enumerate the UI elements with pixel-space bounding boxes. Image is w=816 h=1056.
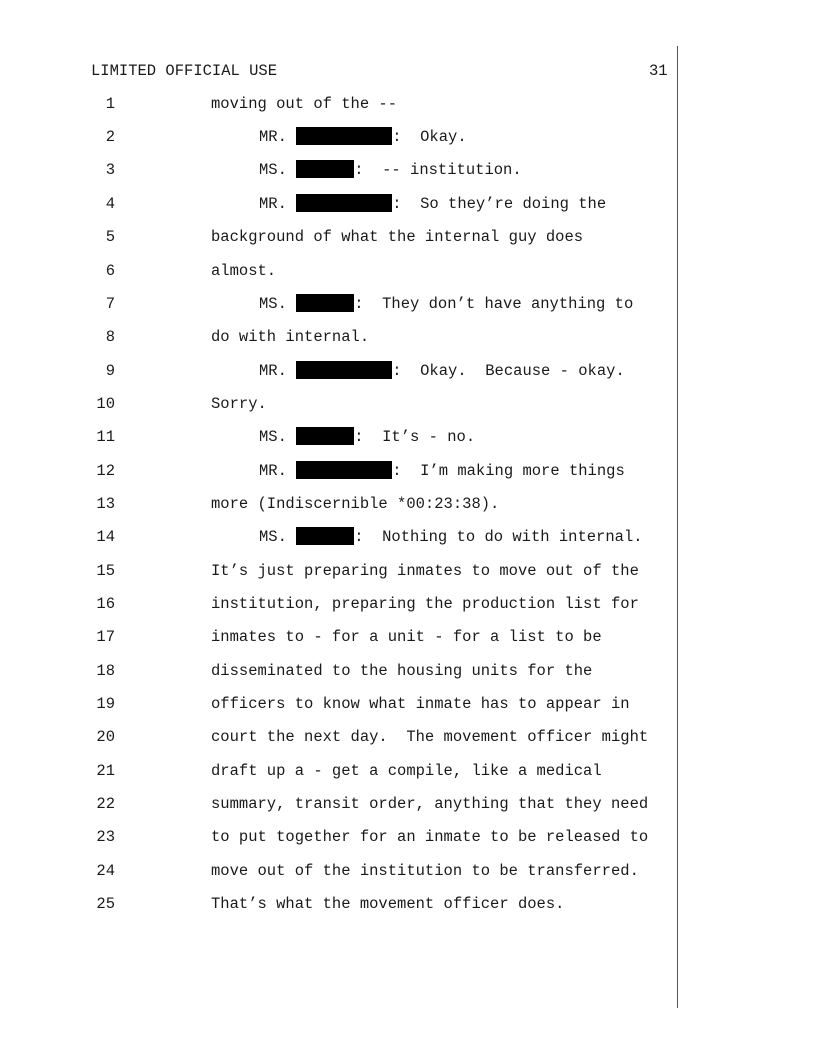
transcript-line: [0, 261, 816, 281]
line-text: : They don’t have anything to: [354, 295, 634, 313]
transcript-line: [0, 794, 816, 814]
transcript-line: [0, 427, 816, 447]
line-text: inmates to - for a unit - for a list to be: [211, 628, 602, 646]
speaker-line: [259, 194, 606, 214]
redaction-block: [296, 461, 392, 479]
line-number: 9: [105, 362, 115, 380]
transcript-line: [0, 727, 816, 747]
transcript-line: [0, 894, 816, 914]
transcript-line: [0, 527, 816, 547]
transcript-line: [0, 294, 816, 314]
speaker-title: MR.: [259, 195, 287, 213]
line-text: draft up a - get a compile, like a medical: [211, 762, 602, 780]
line-text: officers to know what inmate has to appear in: [211, 695, 630, 713]
transcript-line: [0, 661, 816, 681]
line-text: It’s just preparing inmates to move out of the: [211, 562, 639, 580]
page-number: 31: [649, 62, 668, 80]
classification-header: LIMITED OFFICIAL USE: [91, 62, 278, 80]
line-number: 15: [96, 562, 115, 580]
transcript-line: [0, 827, 816, 847]
transcript-line: [0, 394, 816, 414]
redaction-block: [296, 427, 354, 445]
line-text: almost.: [211, 262, 277, 280]
redaction-block: [296, 194, 392, 212]
transcript-line: [0, 461, 816, 481]
line-number: 19: [96, 695, 115, 713]
line-number: 6: [105, 262, 115, 280]
line-number: 13: [96, 495, 115, 513]
speaker-line: [259, 361, 625, 381]
speaker-line: [259, 427, 475, 447]
line-number: 5: [105, 228, 115, 246]
line-number: 1: [105, 95, 115, 113]
line-text: : Nothing to do with internal.: [354, 528, 643, 546]
line-number: 11: [96, 428, 115, 446]
speaker-line: [259, 294, 633, 314]
line-number: 4: [105, 195, 115, 213]
transcript-line: [0, 194, 816, 214]
speaker-line: [259, 527, 643, 547]
line-text: disseminated to the housing units for the: [211, 662, 593, 680]
line-number: 10: [96, 395, 115, 413]
transcript-line: [0, 627, 816, 647]
line-number: 24: [96, 862, 115, 880]
speaker-title: MR.: [259, 128, 287, 146]
redaction-block: [296, 361, 392, 379]
transcript-line: [0, 327, 816, 347]
transcript-line: [0, 494, 816, 514]
line-number: 14: [96, 528, 115, 546]
line-text: summary, transit order, anything that they need: [211, 795, 649, 813]
redaction-block: [296, 294, 354, 312]
line-number: 7: [105, 295, 115, 313]
line-text: moving out of the --: [211, 95, 398, 113]
transcript-line: [0, 94, 816, 114]
line-number: 3: [105, 161, 115, 179]
redaction-block: [296, 160, 354, 178]
line-number: 12: [96, 462, 115, 480]
transcript-line: [0, 361, 816, 381]
line-text: more (Indiscernible *00:23:38).: [211, 495, 500, 513]
transcript-line: [0, 227, 816, 247]
redaction-block: [296, 127, 392, 145]
speaker-line: [259, 127, 467, 147]
line-text: do with internal.: [211, 328, 370, 346]
line-number: 2: [105, 128, 115, 146]
transcript-line: [0, 127, 816, 147]
speaker-title: MS.: [259, 428, 287, 446]
speaker-title: MS.: [259, 295, 287, 313]
line-number: 21: [96, 762, 115, 780]
line-text: : It’s - no.: [354, 428, 476, 446]
transcript-line: [0, 694, 816, 714]
speaker-title: MS.: [259, 528, 287, 546]
line-number: 18: [96, 662, 115, 680]
line-text: : I’m making more things: [392, 462, 625, 480]
line-number: 25: [96, 895, 115, 913]
line-text: That’s what the movement officer does.: [211, 895, 565, 913]
transcript-line: [0, 861, 816, 881]
line-text: institution, preparing the production list for: [211, 595, 639, 613]
line-text: : Okay.: [392, 128, 467, 146]
transcript-line: [0, 561, 816, 581]
speaker-line: [259, 461, 625, 481]
line-text: court the next day. The movement officer might: [211, 728, 649, 746]
line-number: 23: [96, 828, 115, 846]
line-text: Sorry.: [211, 395, 267, 413]
line-number: 8: [105, 328, 115, 346]
transcript-line: [0, 594, 816, 614]
line-text: background of what the internal guy does: [211, 228, 584, 246]
redaction-block: [296, 527, 354, 545]
line-text: : Okay. Because - okay.: [392, 362, 625, 380]
line-number: 16: [96, 595, 115, 613]
line-number: 17: [96, 628, 115, 646]
line-number: 20: [96, 728, 115, 746]
speaker-title: MR.: [259, 362, 287, 380]
speaker-line: [259, 160, 522, 180]
line-text: : -- institution.: [354, 161, 522, 179]
transcript-line: [0, 761, 816, 781]
line-text: move out of the institution to be transferred.: [211, 862, 639, 880]
line-number: 22: [96, 795, 115, 813]
speaker-title: MR.: [259, 462, 287, 480]
line-text: to put together for an inmate to be released to: [211, 828, 649, 846]
line-text: : So they’re doing the: [392, 195, 607, 213]
transcript-line: [0, 160, 816, 180]
speaker-title: MS.: [259, 161, 287, 179]
